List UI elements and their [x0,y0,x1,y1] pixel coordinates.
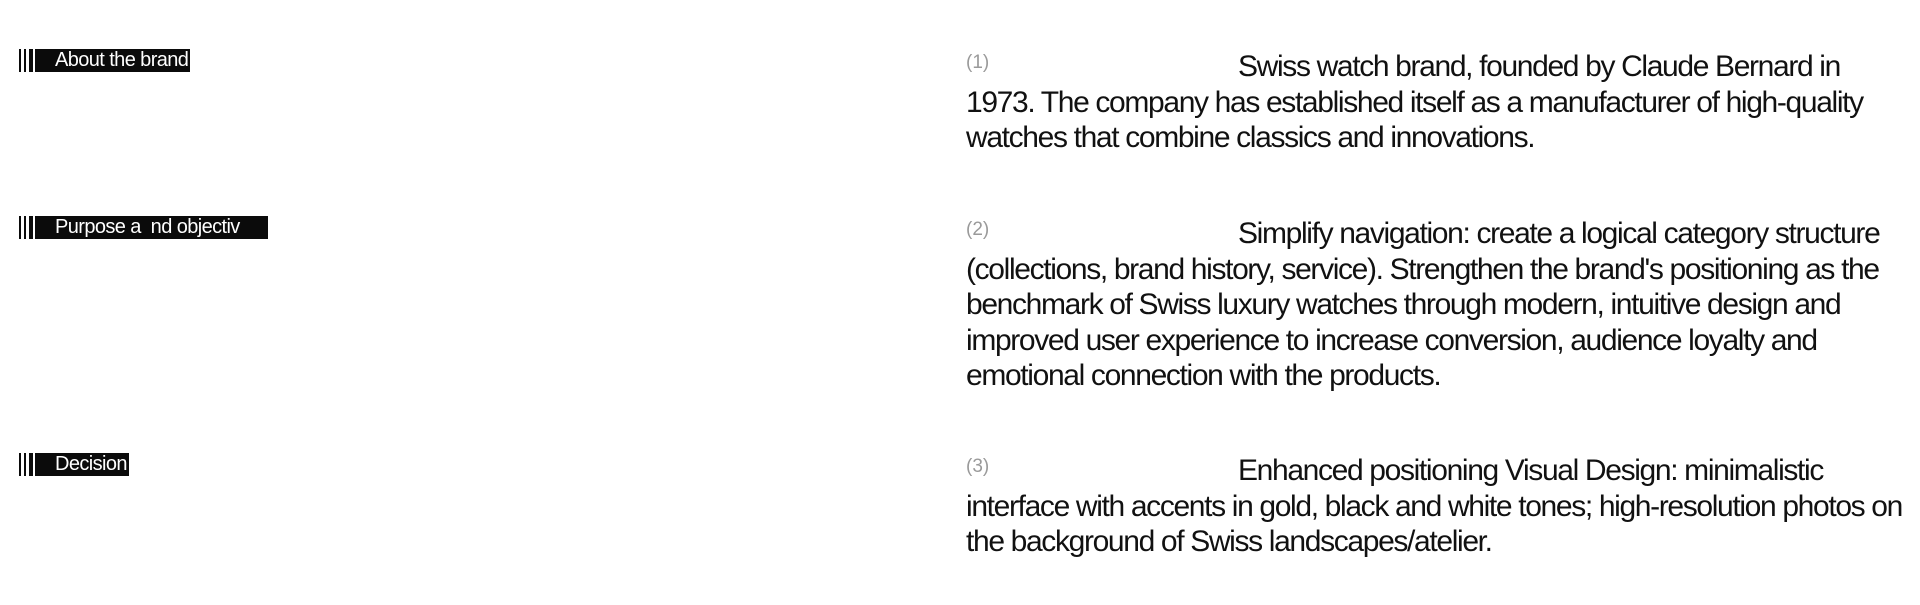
section-label [19,49,190,72]
section-text: Simplify navigation: create a logical category structure (collections, brand history, service). Strengthen the brand's positioning as the benchmark of Swiss luxury watches through modern, intuitive design and improved user experience to increase conversion, audience loyalty and emotional connection with the products. [966,217,1880,392]
section-number: (3) [966,456,990,477]
barcode-icon [19,49,43,72]
section-label-text: Purpose a nd objectiv [55,216,240,238]
section-number: (2) [966,219,990,240]
section-label-text: Decision [55,453,127,475]
section-text: Swiss watch brand, founded by Claude Bernard in 1973. The company has established itself as a manufacturer of high-quality watches that combine classics and innovations. [966,50,1863,154]
barcode-icon [19,216,43,239]
section-text: Enhanced positioning Visual Design: minimalistic interface with accents in gold, black and white tones; high-resolution photos on the background of Swiss landscapes/atelier. [966,454,1902,558]
section-label [19,216,268,239]
barcode-icon [19,453,43,476]
section-label [19,453,129,476]
section-label-text: About the brand [55,49,189,71]
section-number: (1) [966,52,990,73]
